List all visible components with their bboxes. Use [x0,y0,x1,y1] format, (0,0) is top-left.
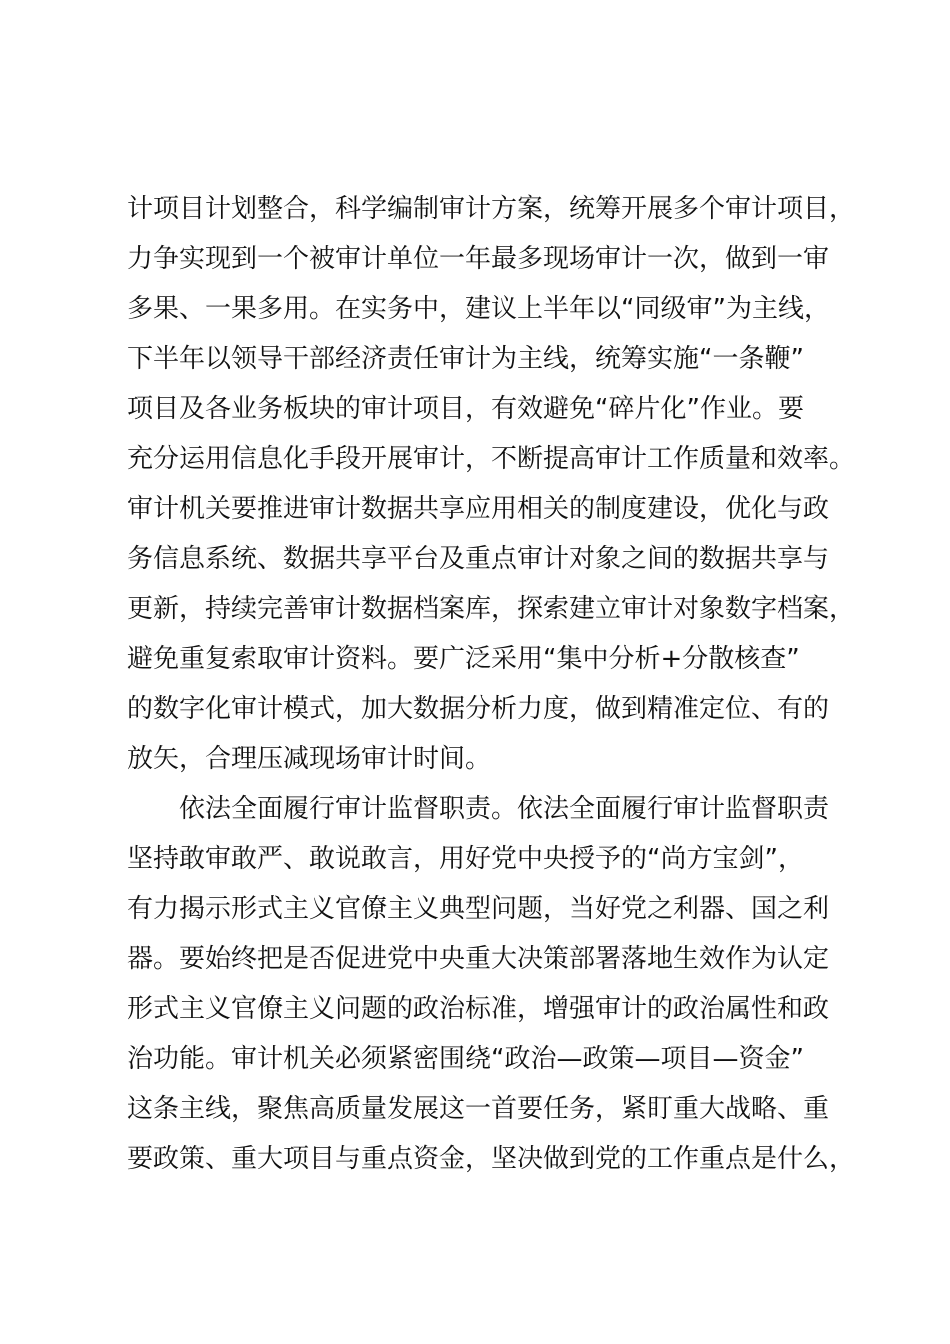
text-line: 审计机关要推进审计数据共享应用相关的制度建设，优化与政 [127,494,830,524]
text-line: 避免重复索取审计资料。要广泛采用“集中分析+分散核查” [127,644,800,674]
text-line: 更新，持续完善审计数据档案库，探索建立审计对象数字档案， [127,594,856,624]
text-line: 充分运用信息化手段开展审计，不断提高审计工作质量和效率。 [127,444,856,474]
text-line: 下半年以领导干部经济责任审计为主线，统筹实施“一条鞭” [127,344,804,374]
text-line: 力争实现到一个被审计单位一年最多现场审计一次，做到一审 [127,244,830,274]
text-line: 务信息系统、数据共享平台及重点审计对象之间的数据共享与 [127,544,830,574]
text-line: 器。要始终把是否促进党中央重大决策部署落地生效作为认定 [127,944,830,974]
text-line: 的数字化审计模式，加大数据分析力度，做到精准定位、有的 [127,694,830,724]
text-line: 有力揭示形式主义官僚主义典型问题，当好党之利器、国之利 [127,894,830,924]
text-line: 形式主义官僚主义问题的政治标准，增强审计的政治属性和政 [127,994,830,1024]
text-line: 多果、一果多用。在实务中，建议上半年以“同级审”为主线， [127,294,830,324]
text-line: 计项目计划整合，科学编制审计方案，统筹开展多个审计项目， [127,194,856,224]
text-line: 要政策、重大项目与重点资金，坚决做到党的工作重点是什么， [127,1144,856,1174]
paragraph-first-line: 依法全面履行审计监督职责。依法全面履行审计监督职责 [179,794,830,824]
text-line: 项目及各业务板块的审计项目，有效避免“碎片化”作业。要 [127,394,804,424]
document-body [127,184,867,1184]
text-line: 这条主线，聚焦高质量发展这一首要任务，紧盯重大战略、重 [127,1094,830,1124]
text-line: 坚持敢审敢严、敢说敢言，用好党中央授予的“尚方宝剑”， [127,844,804,874]
text-line: 治功能。审计机关必须紧密围绕“政治—政策—项目—资金” [127,1044,804,1074]
text-line: 放矢，合理压减现场审计时间。 [127,744,492,774]
